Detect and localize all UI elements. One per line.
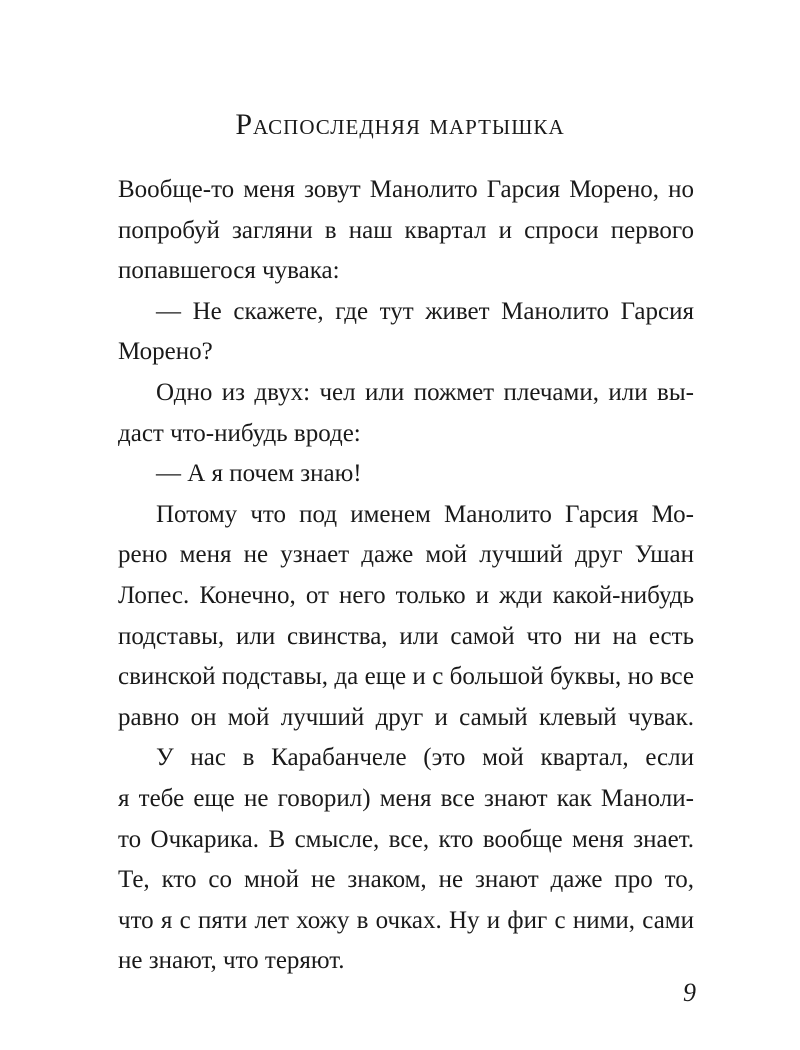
text-line: равно он мой лучший друг и самый клевый чувак. xyxy=(118,703,694,731)
text-line: что я с пяти лет хожу в очках. Ну и фиг с ними, сами xyxy=(118,906,694,934)
text-line: рено меня не узнает даже мой лучший друг Ушан xyxy=(118,541,694,569)
text-line: подставы, или свинства, или самой что ни на есть xyxy=(118,622,694,650)
text-line: Вообще-то меня зовут Манолито Гарсия Морено, но xyxy=(118,176,694,203)
text-line: я тебе еще не говорил) меня все знают как Маноли- xyxy=(118,784,694,812)
chapter-title: Распоследняя мартышка xyxy=(235,108,565,141)
text-line: попробуй загляни в наш квартал и спроси первого xyxy=(118,216,694,244)
text-line: не знают, что теряют. xyxy=(118,947,345,975)
text-line: Морено? xyxy=(118,338,213,366)
text-line: — Не скажете, где тут живет Манолито Гарсия xyxy=(156,297,694,325)
page-number: 9 xyxy=(683,978,696,1007)
text-line: то Очкарика. В смысле, все, кто вообще меня знает. xyxy=(118,825,694,853)
text-line: Одно из двух: чел или пожмет плечами, или вы- xyxy=(156,378,694,406)
text-line: Потому что под именем Манолито Гарсия Мо- xyxy=(156,500,694,528)
text-line: попавшегося чувака: xyxy=(118,257,340,285)
text-line: — А я почем знаю! xyxy=(156,460,362,488)
text-line: У нас в Карабанчеле (это мой квартал, если xyxy=(156,744,694,772)
body-text xyxy=(118,170,694,982)
text-line: Те, кто со мной не знаком, не знают даже про то, xyxy=(118,866,694,894)
text-line: даст что-нибудь вроде: xyxy=(118,419,361,447)
text-line: свинской подставы, да еще и с большой буквы, но все xyxy=(118,663,694,691)
text-line: Лопес. Конечно, от него только и жди какой-нибудь xyxy=(118,581,694,609)
